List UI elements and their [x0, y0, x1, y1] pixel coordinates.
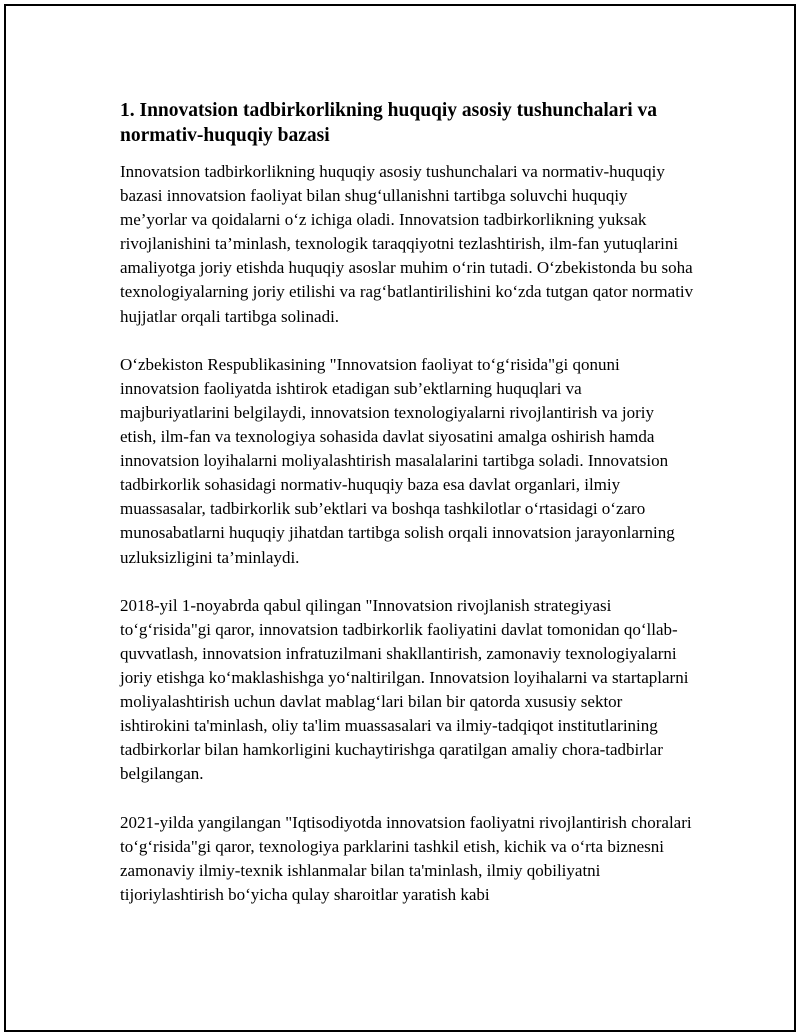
document-body [120, 98, 694, 931]
paragraph-2: O‘zbekiston Respublikasining "Innovatsion faoliyat to‘g‘risida"gi qonuni innovatsion faoliyatda ishtirok etadigan sub’ektlarning huquqlari va majburiyatlarini belgilaydi, innovatsion texnologiyalarni rivojlantirish va joriy etish, ilm-fan va texnologiya sohasida davlat siyosatini amalga oshirish hamda innovatsion loyihalarni moliyalashtirish masalalarini tartibga soladi. Innovatsion tadbirkorlik sohasidagi normativ-huquqiy baza esa davlat organlari, ilmiy muassasalar, tadbirkorlik sub’ektlari va boshqa tashkilotlar o‘rtasidagi o‘zaro munosabatlarni huquqiy jihatdan tartibga solish orqali innovatsion jarayonlarning uzluksizligini ta’minlaydi. [120, 354, 675, 567]
paragraph-4: 2021-yilda yangilangan "Iqtisodiyotda innovatsion faoliyatni rivojlantirish choralari to‘g‘risida"gi qaror, texnologiya parklarini tashkil etish, kichik va o‘rta biznesni zamonaviy ilmiy-texnik ishlanmalar bilan ta'minlash, ilmiy qobiliyatni tijoriylashtirish bo‘yicha qulay sharoitlar yaratish kabi [120, 812, 692, 904]
page-frame [4, 4, 796, 1032]
paragraph-1: Innovatsion tadbirkorlikning huquqiy asosiy tushunchalari va normativ-huquqiy bazasi innovatsion faoliyat bilan shug‘ullanishni tartibga soluvchi huquqiy me’yorlar va qoidalarni o‘z ichiga oladi. Innovatsion tadbirkorlikning yuksak rivojlanishini ta’minlash, texnologik taraqqiyotni tezlashtirish, ilm-fan yutuqlarini amaliyotga joriy etishda huquqiy asoslar muhim o‘rin tutadi. O‘zbekistonda bu soha texnologiyalarning joriy etilishi va rag‘batlantirilishini ko‘zda tutgan qator normativ hujjatlar orqali tartibga solinadi. [120, 162, 694, 326]
section-heading: 1. Innovatsion tadbirkorlikning huquqiy asosiy tushunchalari va normativ-huquqiy bazasi [120, 100, 657, 146]
paragraph-3: 2018-yil 1-noyabrda qabul qilingan "Innovatsion rivojlanish strategiyasi to‘g‘risida"gi qaror, innovatsion tadbirkorlik faoliyatini davlat tomonidan qo‘llab-quvvatlash, innovatsion infratuzilmani shakllantirish, zamonaviy texnologiyalarni joriy etishga ko‘maklashishga yo‘naltirilgan. Innovatsion loyihalarni va startaplarni moliyalashtirish uchun davlat mablag‘lari bilan bir qatorda xususiy sektor ishtirokini ta'minlash, oliy ta'lim muassasalari va ilmiy-tadqiqot institutlarining tadbirkorlar bilan hamkorligini kuchaytirishga qaratilgan amaliy chora-tadbirlar belgilangan. [120, 595, 689, 784]
